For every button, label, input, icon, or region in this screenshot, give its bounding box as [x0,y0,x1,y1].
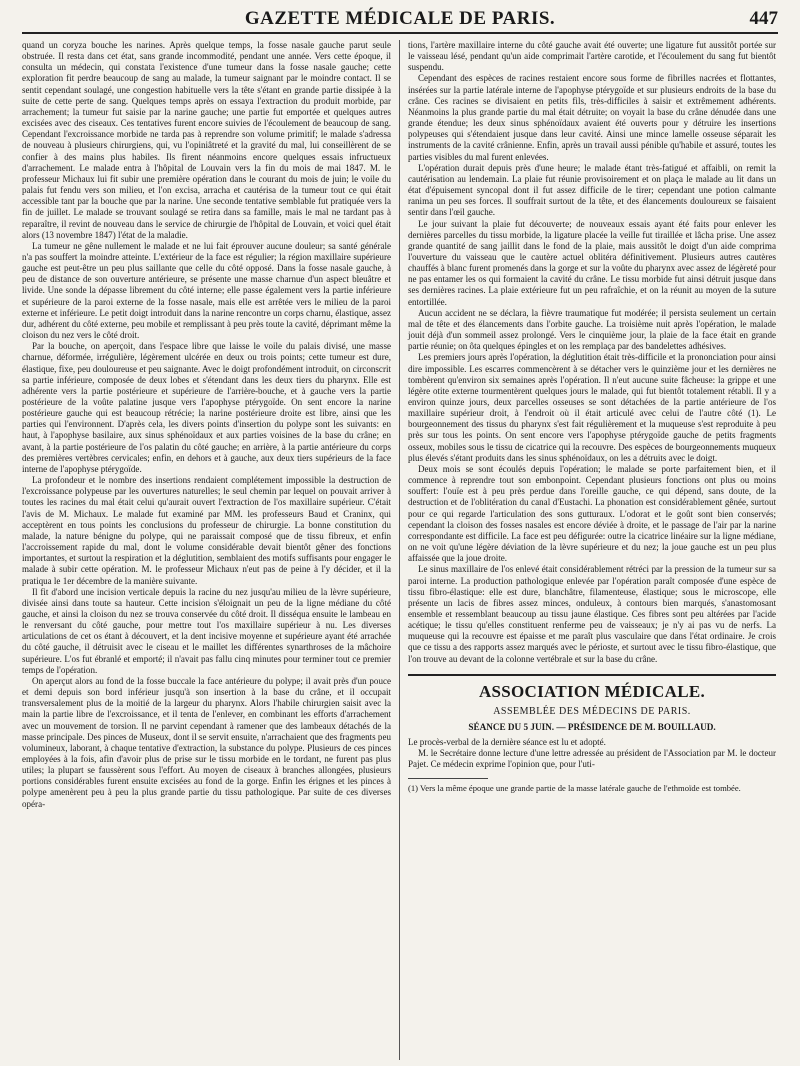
paragraph: On aperçut alors au fond de la fosse buccale la face antérieure du polype; il avait près d'un pouce et demi depuis son bord inférieur jusqu'à son insertion à la base du crâne, et il occupait transversalement plus de la moitié de la largeur du pharynx. Alors l'habile chirurgien saisit avec la main la partie libre de l'excroissance, et il tenta de l'enlever, en combinant les efforts d'arrachement avec un mouvement de torsion. Il ne parvint cependant à ramener que des lambeaux détachés de la masse principale. Des pinces de Museux, dont il se servit ensuite, n'arrachaient que des fragments peu volumineux, laborant, à chaque tentative d'extraction, la substance du polype. Plusieurs de ces pinces employées à la fois, afin d'avoir plus de prise sur le tissu morbide en le tordant, ne furent pas plus utiles; la plupart se faussèrent sous l'effort. Au moyen de ciseaux à branches allongées, plusieurs portions considérables furent ensuite excisées au fond de la gorge. Enfin les érignes et les pinces à polype amenèrent peu à peu la plus grande partie du tissu pathologique. Par suite de ces diverses opéra- [22,675,391,809]
seance-heading: SÉANCE DU 5 JUIN. — PRÉSIDENCE DE M. BOUILLAUD. [468,721,716,732]
footnote: (1) Vers la même époque une grande partie de la masse latérale gauche de l'ethmoïde est tombée. [408,783,741,794]
two-column-body [22,40,778,1060]
paragraph: Aucun accident ne se déclara, la fièvre traumatique fut modérée; il persista seulement un certain mal de tête et des élancements dans l'orbite gauche. La troisième nuit après l'opération, le malade jouit déjà d'un sommeil assez prolongé. Vers le cinquième jour, la plaie de la face était en grande partie réunie; on ôta quelques épingles et on les remplaça par des bandelettes adhésives. [408,307,776,352]
paragraph: tions, l'artère maxillaire interne du côté gauche avait été ouverte; une ligature fut aussitôt portée sur le vaisseau lésé, pendant qu'un aide comprimait l'artère carotide, et l'écoulement du sang fut bientôt suspendu. [408,40,776,73]
paragraph: Le sinus maxillaire de l'os enlevé était considérablement rétréci par la pression de la tumeur sur sa paroi interne. La production pathologique enlevée par l'opération paraît composée d'une espèce de tissu fibro-élastique: elle est dure, blanchâtre, filamenteuse, élastique; sous le microscope, elle présente un lacis de fibres assez minces, onduleux, à contours bien marqués, s'anastomosant ensemble et ressemblant beaucoup au tissu jaune élastique. Ces fibres sont peu altérées par l'acide acétique; le tissu qu'elles constituent renferme peu de vaisseaux; je n'y ai pas vu de nerfs. La muqueuse qui la recouvre est épaisse et me paraît plus vasculaire que dans l'état ordinaire. Je crois que ce tissu a des rapports assez marqués avec le périoste, et surtout avec le tissu fibro-élastique, que l'on trouve au devant de la colonne vertébrale et sur la base du crâne. [408,564,776,664]
paragraph: Les premiers jours après l'opération, la déglutition était très-difficile et la prononciation pour ainsi dire impossible. Les escarres commencèrent à se détacher vers le quinzième jour et les dernières ne tombèrent qu'environ six semaines après l'opération. Il n'eut aucune suite fâcheuse: la grippe et une légère otite externe tourmentèrent quelques jours le malade, qui fut bientôt totalement rétabli. Il y a environ quinze jours, deux parcelles osseuses se sont détachées de la partie antérieure de l'os maxillaire supérieur droit, à l'endroit où il était articulé avec celui de l'autre côté (1). Le bourgeonnement des tissus du pharynx s'est fait régulièrement et la muqueuse s'est reproduite à peu près sur tous les points. On sent encore vers l'apophyse ptérygoïde gauche de petits fragments osseux, mobiles sous le tissu de cicatrice qui la recouvre. Des espèces de bourgeonnements muqueux plus élevés s'étant produits dans les sinus sphénoïdaux, on les a détruits avec le doigt. [408,352,776,463]
paragraph: La profondeur et le nombre des insertions rendaient complétement impossible la destruction de l'excroissance polypeuse par les ouvertures naturelles; le seul chemin par lequel on pouvait arriver à toutes les racines du mal était celui qu'aurait ouvert l'extraction de l'os maxillaire supérieur. C'était l'avis de M. Michaux. Le malade fut examiné par MM. les professeurs Baud et Craninx, qui acceptèrent en tous points les conclusions du professeur de chirurgie. La bonne constitution du malade, la nature bénigne du polype, qui ne paraissait composé que de tissu fibreux, et enfin l'accroissement rapide du mal, dont le volume considérable devait bientôt gêner des fonctions importantes, et surtout la respiration et la déglutition, semblaient des motifs suffisants pour engager le malade à subir cette opération. M. le professeur Michaux n'eut pas de peine à l'y décider, et il la pratiqua le 1er décembre de la manière suivante. [22,475,391,586]
running-header [22,8,778,34]
paragraph: L'opération durait depuis près d'une heure; le malade étant très-fatigué et affaibli, on remit la cautérisation au lendemain. La plaie fut réunie provisoirement et on plaça le malade au lit dans un état d'épuisement syncopal dont il fut assez difficile de le tirer; cependant une potion calmante ranima un peu ses forces. Il souffrait surtout de la tête, et des élancements douloureux se faisaient sentir dans l'œil gauche. [408,162,776,218]
paragraph: M. le Secrétaire donne lecture d'une lettre adressée au président de l'Association par M. le docteur Pajet. Ce médecin exprime l'opinion que, pour l'uti- [408,747,776,770]
paragraph: Le jour suivant la plaie fut découverte; de nouveaux essais ayant été faits pour enlever les dernières parcelles du tissu morbide, la ligature placée la veille fut tiraillée et lâcha prise. Une assez grande quantité de sang jaillit dans le fond de la plaie, mais aussitôt le doigt d'un aide comprima l'ouverture du vaisseau que le cautère actuel oblitéra définitivement. Plusieurs autres cautères chauffés à blanc furent promenés dans la gorge et sur la voûte du pharynx avec assez de légèreté pour ne pas entamer les os qui formaient la cavité du crâne. Le tissu morbide fut ainsi détruit jusque dans ses dernières racines. La plaie extérieure fut un peu rafraîchie, et on la réunit au moyen de la suture entortillée. [408,218,776,307]
page-number: 447 [749,8,778,29]
journal-title: GAZETTE MÉDICALE DE PARIS. [244,8,556,29]
paragraph: quand un coryza bouche les narines. Après quelque temps, la fosse nasale gauche parut seule obstruée. Il resta dans cet état, sans grande incommodité, pendant une année. Vers cette époque, il consulta un médecin, qui constata l'existence d'une tumeur dans la fosse nasale gauche; cette exploration fit perdre beaucoup de sang au malade, la tumeur saignant par le moindre contact. Il se sentit cependant soulagé, une congestion habituelle vers la tête s'étant en grande partie dissipée à la suite de cette perte de sang. Quelques temps après on essaya l'extraction du produit morbide, par arrachement; la tumeur fut saisie par la narine gauche; une partie fut emportée et quelques autres excisées avec des ciseaux. Ces tentatives furent encore suivies de l'écoulement de beaucoup de sang. Cependant l'excroissance morbide ne tarda pas à reprendre son volume primitif; le malade s'adressa de nouveau à plusieurs chirurgiens, qui, vu l'opiniâtreté et la gravité du mal, lui conseillèrent de se confier à des mains plus habiles. Ils firent néanmoins encore quelques essais infructueux d'arrachement. Le malade entra à l'hôpital de Louvain vers la fin du mois de mai 1847. M. le professeur Michaux lui fit subir une première opération dans le courant du mois de juin; le voile du palais fut fendu vers son milieu, et l'on excisa, arracha et cautérisa de la tumeur tout ce qui était accessible tant par la bouche que par la narine. Une seconde tentative semblable fut pratiquée vers la fin de juillet. Le malade se trouvant soulagé se retira dans sa famille, mais le mal ne tardant pas à reparaître, il revint de nouveau dans le service de chirurgie de l'hôpital de Louvain, et voici quel était alors (13 novembre 1847) l'état de la maladie. [22,40,391,240]
paragraph: Il fit d'abord une incision verticale depuis la racine du nez jusqu'au milieu de la lèvre supérieure, divisée ainsi dans toute sa hauteur. Cette incision s'éloignait un peu de la ligne médiane du côté gauche, et ainsi la cloison du nez se trouva conservée du côté droit. Il disséqua ensuite le lambeau en le renversant du côté gauche, pour mettre tout l'os maxillaire supérieur à nu. Les diverses articulations de cet os étant à découvert, et la dent incisive moyenne et supérieure ayant été arrachée du côté gauche, il détruisit avec le ciseau et le maillet les différentes synarthroses de la mâchoire supérieure. L'os fut ébranlé et emporté; il n'avait pas fallu cinq minutes pour terminer tout ce premier temps de l'opération. [22,586,391,675]
paragraph: Cependant des espèces de racines restaient encore sous forme de fibrilles nacrées et flottantes, insérées sur la partie latérale interne de l'apophyse ptérygoïde et sur plusieurs endroits de la base du crâne. Ces racines se divisaient en petits fils, très-difficiles à saisir et extrêmement adhérents. Néanmoins la plus grande partie du mal était détruite; on voyait la base du crâne dénudée dans une grande étendue; les deux sinus sphénoïdaux avaient été ouverts pour y détruire les insertions polypeuses qui s'étendaient jusque dans leur cavité. Ainsi une mince lamelle osseuse séparait les instruments de la cavité crânienne. Enfin, après un travail aussi pénible qu'habile et assuré, toutes les parties visibles du mal furent enlevées. [408,73,776,162]
paragraph: Par la bouche, on aperçoit, dans l'espace libre que laisse le voile du palais divisé, une masse charnue, déformée, irrégulière, légèrement ulcérée en deux ou trois points; cette tumeur est dure, élastique, fixe, peu douloureuse et peu saignante. Avec le doigt profondément introduit, on circonscrit sa partie inférieure, composée de deux lobes et s'étendant dans les deux tiers du pharynx. Elle est adhérente vers la partie postérieure et supérieure de l'arrière-bouche, et à gauche vers la partie postérieure de la voûte palatine jusque vers l'apophyse ptérygoïde. On sent encore la narine postérieure gauche qui est beaucoup rétrécie; la narine postérieure droite est libre, ainsi que les parties qui l'environnent. D'après cela, les divers points d'insertion du polype sont les suivants: en haut, à l'apophyse basilaire, aux sinus sphénoïdaux et aux parties voisines de la base du crâne; en avant, à la partie postérieure de l'os palatin du côté gauche; en arrière, à la partie antérieure du corps des premières vertèbres cervicales; enfin, en dehors et à gauche, aux deux tiers supérieurs de la face interne de l'apophyse ptérygoïde. [22,341,391,474]
section-title: ASSOCIATION MÉDICALE. [478,681,706,701]
paragraph: Deux mois se sont écoulés depuis l'opération; le malade se porte parfaitement bien, et il commence à reprendre tout son embonpoint. Cependant plusieurs fonctions ont plus ou moins souffert: l'ouïe est à peu près perdue dans l'oreille gauche, ce qui dépend, sans doute, de la destruction et de l'oblitération du canal d'Eustachi. La phonation est considérablement gênée, surtout pour ce qui regarde l'articulation des sons gutturaux. L'odorat et le goût sont bien conservés; cependant la cloison des fosses nasales est encore déviée à droite, et le passage de l'air par la narine correspondante est difficile. La face est peu défigurée: outre la cicatrice linéaire sur la ligne médiane, on ne voit qu'une légère déviation de la lèvre supérieure et du nez; la joue gauche est un peu plus affaissée que la joue droite. [408,463,776,564]
section-divider [408,674,776,676]
right-column [399,40,776,1060]
paragraph: Le procès-verbal de la dernière séance est lu et adopté. [408,736,606,747]
footnote-divider [408,778,488,779]
paragraph: La tumeur ne gêne nullement le malade et ne lui fait éprouver aucune douleur; sa santé générale n'a pas souffert la moindre atteinte. L'extérieur de la face est régulier; la région maxillaire supérieure gauche est peut-être un peu plus saillante que celle du côté opposé. Dans la fosse nasale gauche, à peu de distance de son ouverture antérieure, se présente une masse charnue d'un aspect bleuâtre et livide. Une sonde la dépasse librement du côté interne; elle passe également vers la partie inférieure et supérieure de la paroi externe de la fosse nasale, mais elle est arrêtée vers le milieu de la paroi externe et inférieure. Le petit doigt introduit dans la narine rencontre un corps charnu, élastique, assez dur, adhérent du côté externe, peu mobile et remplissant à peu près toute la cavité, déprimant même la cloison du nez vers le côté droit. [22,240,391,341]
section-subtitle: ASSEMBLÉE DES MÉDECINS DE PARIS. [493,705,691,717]
left-column [22,40,399,1060]
